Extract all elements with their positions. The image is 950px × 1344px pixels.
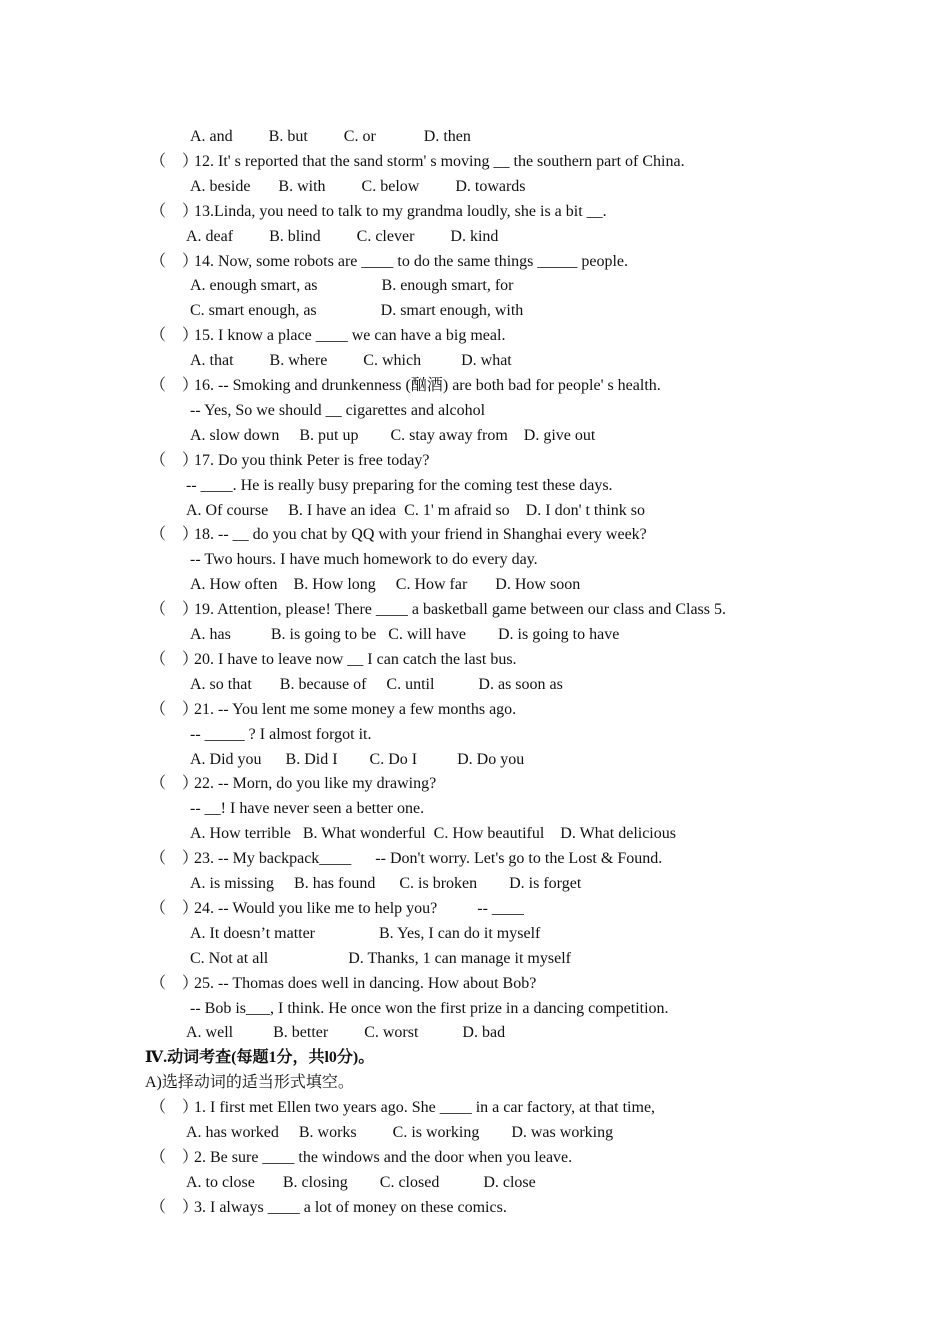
option-line: -- __! I have never seen a better one.: [190, 800, 425, 818]
option-line: -- ____. He is really busy preparing for the coming test these days.: [186, 476, 613, 494]
question-text: 12. It' s reported that the sand storm' s moving __ the southern part of China.: [194, 152, 685, 170]
option-line: A. well B. better C. worst D. bad: [186, 1024, 506, 1042]
question-text: 16. -- Smoking and drunkenness (酗酒) are both bad for people' s health.: [194, 377, 661, 394]
answer-blank-parentheses: （ ）: [150, 650, 199, 668]
question-text: 1. I first met Ellen two years ago. She ____ in a car factory, at that time,: [194, 1099, 656, 1117]
option-line: A. It doesn’t matter B. Yes, I can do it myself: [190, 924, 541, 942]
section-heading: A)选择动词的适当形式填空。: [145, 1074, 354, 1092]
question-line: [150, 152, 685, 172]
question-text: 22. -- Morn, do you like my drawing?: [194, 775, 437, 793]
answer-blank-parentheses: （ ）: [150, 1198, 199, 1216]
question-line: [150, 849, 662, 869]
question-line: [150, 700, 516, 720]
question-text: 15. I know a place ____ we can have a big meal.: [194, 327, 506, 345]
answer-blank-parentheses: （ ）: [150, 601, 199, 619]
question-line: [150, 326, 505, 346]
option-line: A. enough smart, as B. enough smart, for: [190, 277, 514, 295]
option-line: C. smart enough, as D. smart enough, with: [190, 302, 524, 320]
answer-blank-parentheses: （ ）: [150, 1148, 199, 1166]
option-line: A. How often B. How long C. How far D. How soon: [190, 576, 581, 594]
answer-blank-parentheses: （ ）: [150, 775, 199, 793]
question-text: 19. Attention, please! There ____ a basketball game between our class and Class 5.: [194, 601, 726, 619]
question-line: [150, 376, 661, 396]
question-line: [150, 525, 647, 545]
question-line: [150, 1198, 507, 1218]
answer-blank-parentheses: （ ）: [150, 152, 199, 170]
section-heading: Ⅳ.动词考查(每题1分，共l0分)。: [145, 1049, 375, 1067]
question-text: 13.Linda, you need to talk to my grandma loudly, she is a bit __.: [194, 202, 607, 220]
option-line: A. has B. is going to be C. will have D. is going to have: [190, 626, 620, 643]
question-text: 17. Do you think Peter is free today?: [194, 451, 430, 469]
question-line: [150, 1098, 655, 1118]
option-line: A. Did you B. Did I C. Do I D. Do you: [190, 750, 525, 768]
question-text: 23. -- My backpack____ -- Don't worry. Let's go to the Lost & Found.: [194, 850, 663, 868]
option-line: A. Of course B. I have an idea C. 1' m afraid so D. I don' t think so: [186, 501, 646, 519]
question-text: 21. -- You lent me some money a few months ago.: [194, 700, 517, 718]
option-line: A. beside B. with C. below D. towards: [190, 177, 526, 195]
option-line: A. slow down B. put up C. stay away from D. give out: [190, 426, 596, 444]
option-line: A. deaf B. blind C. clever D. kind: [186, 227, 499, 245]
option-line: A. is missing B. has found C. is broken D. is forget: [190, 875, 582, 892]
question-text: 3. I always ____ a lot of money on these comics.: [194, 1198, 507, 1216]
answer-blank-parentheses: （ ）: [150, 974, 199, 992]
answer-blank-parentheses: （ ）: [150, 899, 199, 917]
option-line: -- Yes, So we should __ cigarettes and alcohol: [190, 401, 486, 419]
answer-blank-parentheses: （ ）: [150, 700, 199, 718]
question-line: [150, 202, 607, 222]
question-text: 18. -- __ do you chat by QQ with your friend in Shanghai every week?: [194, 526, 647, 544]
question-line: [150, 974, 536, 994]
question-line: [150, 451, 430, 471]
answer-blank-parentheses: （ ）: [150, 202, 199, 220]
question-line: [150, 1148, 572, 1168]
option-line: A. How terrible B. What wonderful C. How beautiful D. What delicious: [190, 825, 676, 843]
option-line: A. has worked B. works C. is working D. was working: [186, 1124, 614, 1141]
question-text: 2. Be sure ____ the windows and the door when you leave.: [194, 1148, 573, 1166]
question-text: 20. I have to leave now __ I can catch the last bus.: [194, 650, 517, 668]
answer-blank-parentheses: （ ）: [150, 526, 199, 544]
question-line: [150, 600, 726, 620]
option-line: -- Bob is___, I think. He once won the first prize in a dancing competition.: [190, 999, 669, 1017]
option-line: -- Two hours. I have much homework to do every day.: [190, 551, 538, 569]
answer-blank-parentheses: （ ）: [150, 327, 199, 345]
option-line: C. Not at all D. Thanks, 1 can manage it myself: [190, 949, 571, 967]
option-line: -- _____ ? I almost forgot it.: [190, 725, 372, 743]
question-text: 24. -- Would you like me to help you? -- ____: [194, 899, 524, 917]
question-line: [150, 252, 628, 272]
option-line: A. and B. but C. or D. then: [190, 128, 471, 145]
question-line: [150, 899, 524, 919]
question-line: [150, 650, 517, 670]
answer-blank-parentheses: （ ）: [150, 377, 199, 394]
answer-blank-parentheses: （ ）: [150, 1099, 199, 1117]
option-line: A. to close B. closing C. closed D. close: [186, 1173, 536, 1191]
question-text: 14. Now, some robots are ____ to do the same things _____ people.: [194, 252, 629, 270]
question-line: [150, 774, 436, 794]
option-line: A. so that B. because of C. until D. as soon as: [190, 675, 563, 693]
answer-blank-parentheses: （ ）: [150, 252, 199, 270]
option-line: A. that B. where C. which D. what: [190, 352, 512, 370]
question-text: 25. -- Thomas does well in dancing. How about Bob?: [194, 974, 537, 992]
answer-blank-parentheses: （ ）: [150, 850, 199, 868]
answer-blank-parentheses: （ ）: [150, 451, 199, 469]
